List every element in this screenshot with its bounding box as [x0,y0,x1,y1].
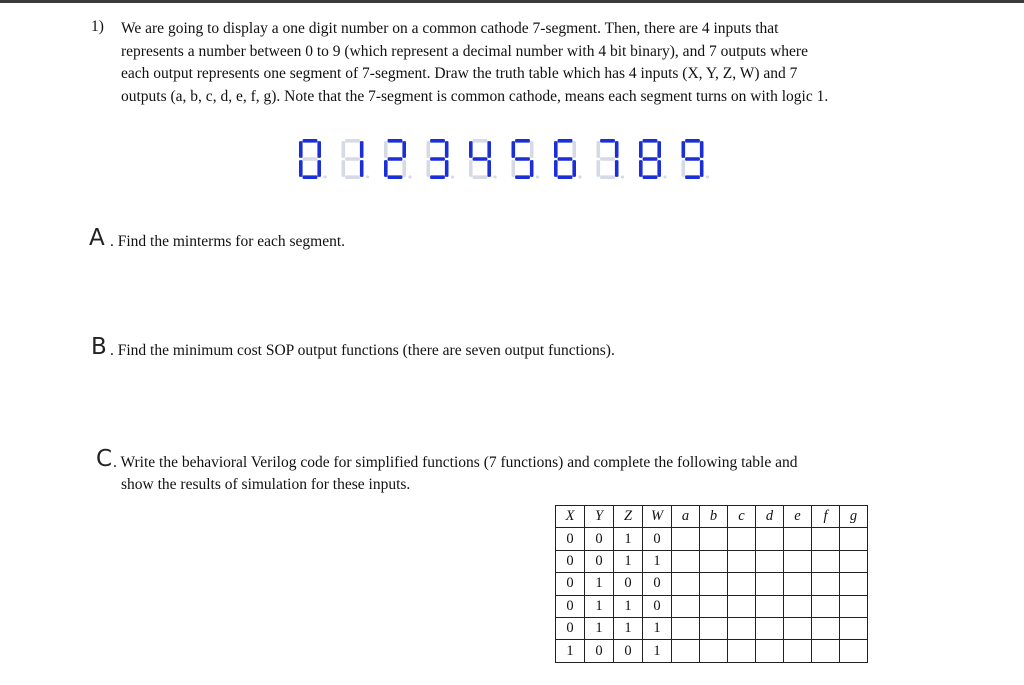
decimal-point [706,175,709,178]
segment-f [342,141,346,158]
output-cell[interactable] [672,528,700,550]
output-cell[interactable] [756,640,784,662]
header-z: Z [614,506,643,528]
segment-b [657,141,661,158]
seven-segment-digit [384,139,412,179]
segment-a [685,139,700,143]
output-cell[interactable] [672,550,700,572]
input-cell: 0 [643,528,672,550]
segment-g [558,157,573,161]
output-cell[interactable] [756,573,784,595]
table-row [556,528,868,550]
input-cell: 0 [556,528,585,550]
output-cell[interactable] [812,595,840,617]
seven-segment-digit [342,139,370,179]
segment-a [388,139,403,143]
input-cell: 0 [556,550,585,572]
decimal-point [451,175,454,178]
part-c-text [113,452,798,496]
segment-e [512,160,516,177]
header-y: Y [585,506,614,528]
segment-e [639,160,643,177]
output-cell[interactable] [784,528,812,550]
segment-g [388,157,403,161]
top-border [0,0,1024,3]
segment-d [388,175,403,179]
output-cell[interactable] [728,573,756,595]
header-x: X [556,506,585,528]
output-cell[interactable] [700,550,728,572]
header-g: g [840,506,868,528]
segment-e [427,160,431,177]
output-cell[interactable] [756,550,784,572]
output-cell[interactable] [784,573,812,595]
decimal-point [621,175,624,178]
input-cell: 0 [556,617,585,639]
segment-c [700,160,704,177]
input-cell: 1 [614,550,643,572]
segment-f [512,141,516,158]
segment-d [473,175,488,179]
segment-e [384,160,388,177]
input-cell: 0 [643,573,672,595]
output-cell[interactable] [728,528,756,550]
segment-d [600,175,615,179]
output-cell[interactable] [812,617,840,639]
segment-d [685,175,700,179]
output-cell[interactable] [840,550,868,572]
output-cell[interactable] [700,640,728,662]
segment-f [384,141,388,158]
segment-e [342,160,346,177]
input-cell: 0 [585,528,614,550]
input-cell: 0 [614,573,643,595]
segment-b [700,141,704,158]
segment-a [558,139,573,143]
segment-a [345,139,360,143]
output-cell[interactable] [700,573,728,595]
segment-e [469,160,473,177]
question-text [121,18,981,108]
input-cell: 0 [585,640,614,662]
segment-d [430,175,445,179]
output-cell[interactable] [784,640,812,662]
input-cell: 0 [556,595,585,617]
decimal-point [408,175,411,178]
segment-b [402,141,406,158]
input-cell: 1 [643,550,672,572]
decimal-point [366,175,369,178]
truth-table [555,505,868,663]
segment-b [445,141,449,158]
question-line: represents a number between 0 to 9 (which represent a decimal number with 4 bit binary), and 7 outputs where [121,42,808,60]
segment-c [360,160,364,177]
segment-d [303,175,318,179]
output-cell[interactable] [812,640,840,662]
segment-g [515,157,530,161]
input-cell: 1 [585,617,614,639]
segment-f [554,141,558,158]
table-row [556,617,868,639]
segment-g [303,157,318,161]
seven-segment-digit [469,139,497,179]
input-cell: 0 [556,573,585,595]
output-cell[interactable] [840,640,868,662]
output-cell[interactable] [784,550,812,572]
part-c-line: . Write the behavioral Verilog code for simplified functions (7 functions) and complete the following table and [113,454,798,471]
segment-d [345,175,360,179]
part-b-letter: B [91,334,107,360]
segment-g [643,157,658,161]
segment-c [487,160,491,177]
header-e: e [784,506,812,528]
input-cell: 0 [643,595,672,617]
segment-e [682,160,686,177]
question-number: 1) [91,18,104,35]
decimal-point [493,175,496,178]
segment-g [600,157,615,161]
output-cell[interactable] [728,640,756,662]
part-a-letter: A [89,225,105,251]
output-cell[interactable] [672,595,700,617]
decimal-point [323,175,326,178]
output-cell[interactable] [812,573,840,595]
table-row [556,595,868,617]
segment-a [430,139,445,143]
segment-g [430,157,445,161]
part-b-text: . Find the minimum cost SOP output functions (there are seven output functions). [110,342,615,359]
segment-a [600,139,615,143]
segment-c [402,160,406,177]
segment-c [445,160,449,177]
output-cell[interactable] [812,550,840,572]
segment-e [597,160,601,177]
decimal-point [536,175,539,178]
table-row [556,640,868,662]
segment-f [682,141,686,158]
question-line: We are going to display a one digit number on a common cathode 7-segment. Then, there are 4 inputs that [121,20,779,37]
output-cell[interactable] [700,617,728,639]
segment-g [685,157,700,161]
seven-segment-digit [682,139,710,179]
part-c-line: show the results of simulation for these inputs. [121,476,411,493]
output-cell[interactable] [756,617,784,639]
input-cell: 1 [614,595,643,617]
part-c-letter: C [96,446,113,472]
input-cell: 1 [643,640,672,662]
output-cell[interactable] [784,595,812,617]
decimal-point [578,175,581,178]
segment-b [360,141,364,158]
output-cell[interactable] [812,528,840,550]
segment-c [317,160,321,177]
question-line: each output represents one segment of 7-segment. Draw the truth table which has 4 inputs (X, Y, Z, W) and 7 [121,65,798,83]
segment-b [530,141,534,158]
seven-segment-digit [427,139,455,179]
input-cell: 0 [585,550,614,572]
table-row [556,573,868,595]
segment-b [487,141,491,158]
seven-segment-digit [554,139,582,179]
segment-g [345,157,360,161]
input-cell: 1 [614,617,643,639]
table-header-row [556,506,868,528]
output-cell[interactable] [728,617,756,639]
segment-b [572,141,576,158]
segment-g [473,157,488,161]
input-cell: 1 [643,617,672,639]
input-cell: 1 [614,528,643,550]
segment-a [303,139,318,143]
segment-f [639,141,643,158]
output-cell[interactable] [784,617,812,639]
seven-segment-digit [512,139,540,179]
seven-segment-digit [639,139,667,179]
output-cell[interactable] [728,550,756,572]
output-cell[interactable] [756,528,784,550]
segment-c [530,160,534,177]
header-c: c [728,506,756,528]
header-w: W [643,506,672,528]
segment-d [558,175,573,179]
header-d: d [756,506,784,528]
segment-c [657,160,661,177]
output-cell[interactable] [700,528,728,550]
header-f: f [812,506,840,528]
table-row [556,550,868,572]
segment-a [473,139,488,143]
input-cell: 1 [585,595,614,617]
segment-a [643,139,658,143]
segment-d [515,175,530,179]
segment-e [299,160,303,177]
seven-segment-digit [597,139,625,179]
segment-f [427,141,431,158]
part-a-text: . Find the minterms for each segment. [110,233,346,250]
output-cell[interactable] [840,573,868,595]
segment-d [643,175,658,179]
output-cell[interactable] [840,595,868,617]
seven-segment-digit [299,139,327,179]
question-line: outputs (a, b, c, d, e, f, g). Note that the 7-segment is common cathode, means each segment turns on with logic 1. [121,87,829,105]
segment-c [572,160,576,177]
input-cell: 0 [614,640,643,662]
segment-a [515,139,530,143]
output-cell[interactable] [672,617,700,639]
output-cell[interactable] [672,640,700,662]
input-cell: 1 [585,573,614,595]
output-cell[interactable] [840,528,868,550]
segment-b [317,141,321,158]
segment-f [597,141,601,158]
segment-f [299,141,303,158]
segment-e [554,160,558,177]
segment-f [469,141,473,158]
output-cell[interactable] [840,617,868,639]
output-cell[interactable] [700,595,728,617]
output-cell[interactable] [672,573,700,595]
header-b: b [700,506,728,528]
output-cell[interactable] [756,595,784,617]
segment-b [615,141,619,158]
segment-c [615,160,619,177]
output-cell[interactable] [728,595,756,617]
decimal-point [663,175,666,178]
header-a: a [672,506,700,528]
seven-segment-digits-illustration [293,135,723,183]
input-cell: 1 [556,640,585,662]
